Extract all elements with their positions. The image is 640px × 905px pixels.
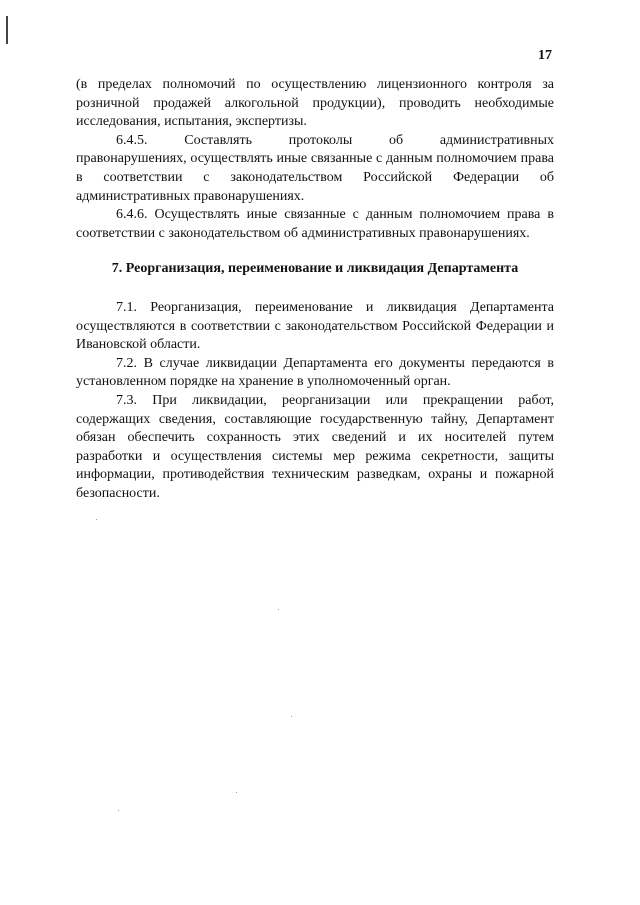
paragraph-license-control: (в пределах полномочий по осуществлению лицензионного контроля за розничной продажей алкогольной продукции), проводить необходимые исследования, испытания, экспертизы. <box>76 77 554 130</box>
scan-speck <box>236 792 237 793</box>
scan-speck <box>278 609 279 610</box>
scan-edge-mark <box>6 16 8 44</box>
scan-speck <box>118 810 119 811</box>
paragraph-6-4-5: 6.4.5. Составлять протоколы об административных правонарушениях, осуществлять иные связанные с данным полномочием права в соответствии с законодательством Российской Федерации об административных правонарушениях. <box>76 132 554 204</box>
section-7-heading: 7. Реорганизация, переименование и ликвидация Департамента <box>111 261 519 277</box>
scan-speck <box>96 519 97 520</box>
scan-speck <box>291 716 292 717</box>
paragraph-7-2: 7.2. В случае ликвидации Департамента его документы передаются в установленном порядке на хранение в уполномоченный орган. <box>76 355 554 390</box>
paragraph-7-1: 7.1. Реорганизация, переименование и ликвидация Департамента осуществляются в соответствии с законодательством Российской Федерации и Ивановской области. <box>76 299 554 353</box>
document-body <box>76 76 554 503</box>
paragraph-7-3: 7.3. При ликвидации, реорганизации или прекращении работ, содержащих сведения, составляющие государственную тайну, Департамент обязан обеспечить сохранность этих сведений и их носителей путем разработки и осуществления системы мер режима секретности, защиты информации, противодействия техническим разведкам, охраны и пожарной безопасности. <box>76 392 554 501</box>
paragraph-6-4-6: 6.4.6. Осуществлять иные связанные с данным полномочием права в соответствии с законодательством об административных правонарушениях. <box>76 207 554 241</box>
page-number: 17 <box>538 48 552 63</box>
